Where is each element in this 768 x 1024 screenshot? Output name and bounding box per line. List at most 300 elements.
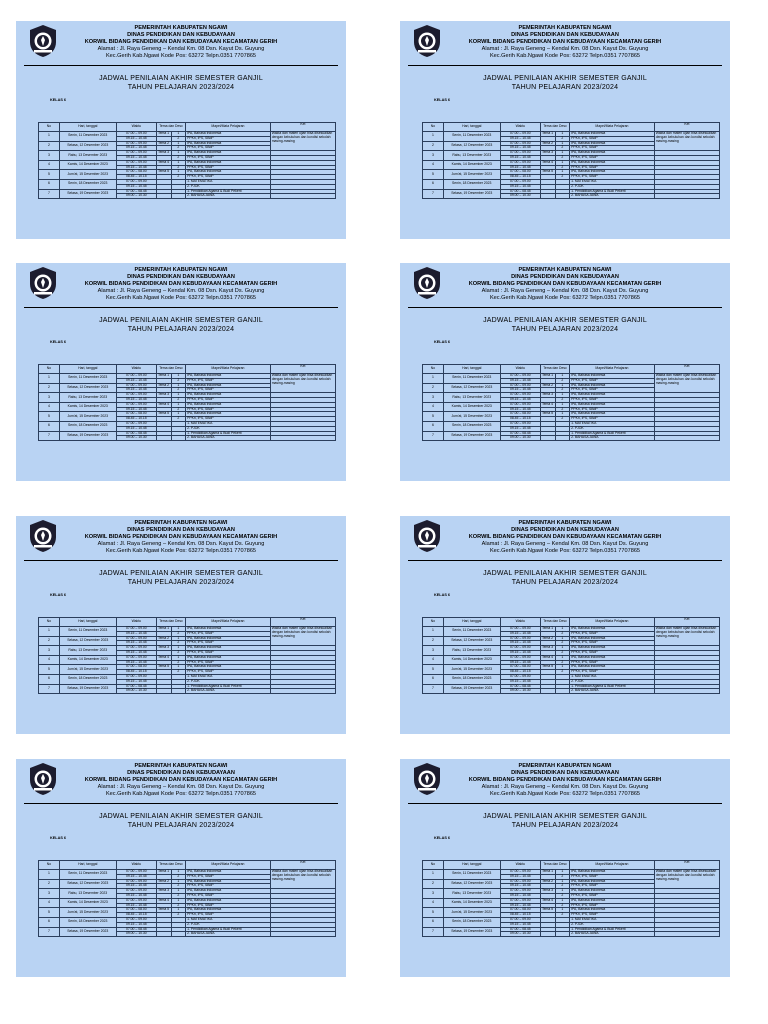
cell-waktu: 09.15 – 10.45 bbox=[116, 388, 156, 393]
cell-tema: Tema 4 bbox=[541, 159, 554, 164]
class-label: KELAS 6 bbox=[50, 340, 67, 344]
col-ket: Ket bbox=[654, 365, 719, 374]
class-label: KELAS 6 bbox=[50, 836, 67, 840]
cell-mapel: PPKn, IPS, SBdP bbox=[186, 903, 271, 908]
cell-hari: Senin, 11 Desember 2023 bbox=[59, 870, 116, 880]
cell-waktu: 09.15 – 10.45 bbox=[116, 650, 156, 655]
cell-tema: Tema 3 bbox=[541, 150, 554, 155]
letterhead bbox=[408, 759, 722, 804]
cell-hari: Senin, 18 Desember 2023 bbox=[443, 179, 500, 189]
cell-subtema: 1 bbox=[171, 665, 186, 670]
cell-no: 5 bbox=[423, 908, 444, 918]
col-hari: Hari, tanggal bbox=[59, 618, 116, 627]
col-hari: Hari, tanggal bbox=[443, 618, 500, 627]
cell-no: 2 bbox=[39, 636, 60, 646]
cell-tema: Tema 1 bbox=[541, 373, 554, 377]
schedule-title bbox=[16, 317, 346, 334]
col-no: No bbox=[423, 365, 444, 374]
cell-mapel: PPKn, IPS, SBdP bbox=[186, 146, 271, 151]
cell-waktu: 07.00 – 08.45 bbox=[116, 684, 156, 689]
cell-subtema: 2 bbox=[555, 388, 570, 393]
cell-ket-empty bbox=[654, 436, 719, 441]
col-tema: Tema dan Desc bbox=[156, 618, 185, 627]
cell-subtema: 2 bbox=[171, 650, 186, 655]
col-hari: Hari, tanggal bbox=[443, 861, 500, 870]
cell-mapel: IPA, Bahasa Indonesia bbox=[186, 151, 271, 156]
cell-waktu: 07.00 – 08.45 bbox=[116, 431, 156, 436]
cell-mapel: IPA, Bahasa Indonesia bbox=[186, 870, 271, 875]
cell-waktu: 07.00 – 08.00 bbox=[500, 170, 540, 175]
col-tema: Tema dan Desc bbox=[156, 123, 185, 132]
title-line-2: TAHUN PELAJARAN 2023/2024 bbox=[511, 821, 619, 829]
cell-no: 5 bbox=[39, 665, 60, 675]
cell-mapel: PPKn, IPS, SBdP bbox=[570, 388, 655, 393]
cell-subtema: 2 bbox=[555, 407, 570, 412]
cell-hari: Jum'at, 15 Desember 2023 bbox=[59, 412, 116, 422]
regency-emblem-icon bbox=[28, 266, 58, 300]
col-hari: Hari, tanggal bbox=[59, 123, 116, 132]
letterhead bbox=[24, 21, 338, 66]
cell-waktu: 07.00 – 09.00 bbox=[116, 879, 156, 884]
cell-hari: Kamis, 14 Desember 2023 bbox=[443, 160, 500, 170]
cell-waktu: 07.00 – 09.00 bbox=[116, 421, 156, 426]
cell-mapel: 1. Pendidikan Agama & Budi Pekerti bbox=[186, 927, 271, 932]
schedule-title bbox=[400, 813, 730, 830]
cell-mapel: IPA, Bahasa Indonesia bbox=[570, 393, 655, 398]
cell-mapel: IPA, Bahasa Indonesia bbox=[570, 908, 655, 913]
cell-waktu: 07.00 – 09.00 bbox=[116, 636, 156, 641]
cell-hari: Selasa, 12 Desember 2023 bbox=[59, 879, 116, 889]
cell-mapel: IPA, Bahasa Indonesia bbox=[186, 665, 271, 670]
cell-tema: Tema 4 bbox=[541, 401, 554, 406]
header-line-4: Alamat : Jl. Raya Geneng – Kendal Km. 08 Dsn. Kayut Ds. Guyung bbox=[97, 784, 265, 790]
cell-subtema: 2 bbox=[171, 136, 186, 141]
cell-hari: Jum'at, 15 Desember 2023 bbox=[443, 170, 500, 180]
schedule-table bbox=[38, 617, 336, 694]
cell-hari: Selasa, 19 Desember 2023 bbox=[59, 431, 116, 441]
cell-mapel: IPA, Bahasa Indonesia bbox=[570, 870, 655, 875]
cell-no: 4 bbox=[423, 898, 444, 908]
cell-tema: Tema 4 bbox=[157, 159, 170, 164]
cell-hari: Selasa, 12 Desember 2023 bbox=[443, 383, 500, 393]
col-mapel: Mapel/Mata Pelajaran bbox=[570, 861, 655, 870]
cell-no: 6 bbox=[39, 674, 60, 684]
cell-subtema bbox=[555, 932, 570, 937]
cell-no: 5 bbox=[423, 412, 444, 422]
cell-mapel: PPKn, IPS, SBdP bbox=[186, 631, 271, 636]
cell-waktu: 07.00 – 09.00 bbox=[116, 870, 156, 875]
letterhead bbox=[24, 759, 338, 804]
regency-emblem-icon bbox=[412, 24, 442, 58]
col-ket: Ket bbox=[270, 861, 335, 870]
cell-mapel: IPA, Bahasa Indonesia bbox=[186, 402, 271, 407]
col-no: No bbox=[39, 123, 60, 132]
cell-subtema: 2 bbox=[171, 670, 186, 675]
cell-subtema: 1 bbox=[171, 870, 186, 875]
cell-waktu: 08.45 – 10.15 bbox=[500, 913, 540, 918]
title-line-1: JADWAL PENILAIAN AKHIR SEMESTER GANJIL bbox=[483, 317, 647, 324]
cell-mapel: 2. BAHASA JAWA bbox=[570, 436, 655, 441]
cell-hari: Kamis, 14 Desember 2023 bbox=[443, 655, 500, 665]
cell-waktu: 07.00 – 09.00 bbox=[116, 374, 156, 379]
cell-waktu: 07.00 – 08.00 bbox=[500, 412, 540, 417]
cell-mapel: 1. MATEMATIKA bbox=[570, 179, 655, 184]
cell-mapel: 2. BAHASA JAWA bbox=[570, 194, 655, 199]
schedule-card bbox=[16, 263, 346, 481]
cell-hari: Rabu, 13 Desember 2023 bbox=[59, 646, 116, 656]
col-waktu: Waktu bbox=[116, 618, 156, 627]
cell-waktu: 07.00 – 09.00 bbox=[116, 151, 156, 156]
cell-subtema bbox=[171, 689, 186, 694]
col-mapel: Mapel/Mata Pelajaran bbox=[570, 618, 655, 627]
cell-subtema: 1 bbox=[555, 627, 570, 632]
cell-waktu: 07.00 – 09.00 bbox=[116, 898, 156, 903]
cell-mapel: PPKn, IPS, SBdP bbox=[570, 175, 655, 180]
cell-subtema: 1 bbox=[555, 636, 570, 641]
schedule-card bbox=[400, 759, 730, 977]
cell-hari: Jum'at, 15 Desember 2023 bbox=[443, 908, 500, 918]
cell-subtema: 1 bbox=[555, 889, 570, 894]
cell-hari: Senin, 11 Desember 2023 bbox=[443, 132, 500, 142]
cell-no: 4 bbox=[423, 160, 444, 170]
cell-mapel: IPA, Bahasa Indonesia bbox=[186, 141, 271, 146]
cell-waktu: 09.15 – 10.45 bbox=[116, 884, 156, 889]
cell-tema bbox=[540, 689, 555, 694]
cell-waktu: 09.15 – 10.45 bbox=[116, 893, 156, 898]
header-line-4: Alamat : Jl. Raya Geneng – Kendal Km. 08 Dsn. Kayut Ds. Guyung bbox=[97, 541, 265, 547]
cell-mapel: PPKn, IPS, SBdP bbox=[186, 893, 271, 898]
header-line-5: Kec.Gerih Kab.Ngawi Kode Pos: 63272 Telpn.0351 7707865 bbox=[489, 548, 641, 554]
schedule-table bbox=[422, 617, 720, 694]
cell-tema: Tema 5 bbox=[157, 664, 170, 669]
cell-no: 3 bbox=[423, 889, 444, 899]
cell-ket: Wakta dan materi ujian bisa disesuaikan dengan kebutuhan dan kondisi sekolah masing-masing bbox=[654, 627, 719, 646]
cell-tema: Tema 3 bbox=[541, 888, 554, 893]
cell-waktu: 07.00 – 08.45 bbox=[500, 927, 540, 932]
cell-tema: Tema 5 bbox=[541, 169, 554, 174]
cell-no: 2 bbox=[423, 383, 444, 393]
cell-tema: Tema 3 bbox=[541, 645, 554, 650]
cell-no: 4 bbox=[423, 655, 444, 665]
cell-mapel: PPKn, IPS, SBdP bbox=[570, 378, 655, 383]
col-mapel: Mapel/Mata Pelajaran bbox=[186, 861, 271, 870]
regency-emblem-icon bbox=[28, 519, 58, 553]
cell-hari: Rabu, 13 Desember 2023 bbox=[443, 151, 500, 161]
cell-mapel: IPA, Bahasa Indonesia bbox=[570, 151, 655, 156]
cell-waktu: 07.00 – 08.45 bbox=[500, 684, 540, 689]
header-line-2: DINAS PENDIDIKAN DAN KEBUDAYAAN bbox=[127, 274, 235, 280]
cell-no: 1 bbox=[39, 627, 60, 637]
cell-waktu: 09.00 – 10.30 bbox=[500, 689, 540, 694]
cell-subtema: 2 bbox=[171, 388, 186, 393]
cell-hari: Rabu, 13 Desember 2023 bbox=[443, 393, 500, 403]
cell-mapel: PPKn, IPS, SBdP bbox=[570, 660, 655, 665]
cell-no: 7 bbox=[39, 431, 60, 441]
letterhead bbox=[408, 516, 722, 561]
cell-mapel: PPKn, IPS, SBdP bbox=[570, 903, 655, 908]
col-tema: Tema dan Desc bbox=[156, 861, 185, 870]
cell-ket: Wakta dan materi ujian bisa disesuaikan dengan kebutuhan dan kondisi sekolah masing-masing bbox=[270, 374, 335, 393]
cell-subtema: 2 bbox=[171, 660, 186, 665]
cell-mapel: IPA, Bahasa Indonesia bbox=[186, 393, 271, 398]
cell-mapel: 2. PJOK bbox=[570, 184, 655, 189]
cell-hari: Senin, 18 Desember 2023 bbox=[443, 917, 500, 927]
cell-subtema: 1 bbox=[171, 393, 186, 398]
class-label: KELAS 6 bbox=[50, 98, 67, 102]
cell-subtema: 1 bbox=[171, 160, 186, 165]
cell-tema: Tema 5 bbox=[541, 664, 554, 669]
cell-tema: Tema 5 bbox=[157, 411, 170, 416]
cell-mapel: PPKn, IPS, SBdP bbox=[570, 913, 655, 918]
cell-mapel: 1. Pendidikan Agama & Budi Pekerti bbox=[186, 684, 271, 689]
cell-subtema: 2 bbox=[171, 165, 186, 170]
cell-no: 6 bbox=[39, 179, 60, 189]
col-hari: Hari, tanggal bbox=[443, 365, 500, 374]
cell-waktu: 07.00 – 09.00 bbox=[500, 374, 540, 379]
cell-waktu: 07.00 – 09.00 bbox=[500, 879, 540, 884]
schedule-card bbox=[16, 759, 346, 977]
cell-subtema: 1 bbox=[555, 151, 570, 156]
cell-no: 3 bbox=[423, 646, 444, 656]
col-waktu: Waktu bbox=[116, 123, 156, 132]
cell-subtema: 2 bbox=[171, 397, 186, 402]
cell-tema bbox=[156, 932, 171, 937]
cell-mapel: PPKn, IPS, SBdP bbox=[570, 884, 655, 889]
header-line-5: Kec.Gerih Kab.Ngawi Kode Pos: 63272 Telpn.0351 7707865 bbox=[489, 53, 641, 59]
cell-subtema bbox=[555, 194, 570, 199]
header-line-4: Alamat : Jl. Raya Geneng – Kendal Km. 08 Dsn. Kayut Ds. Guyung bbox=[481, 784, 649, 790]
header-line-4: Alamat : Jl. Raya Geneng – Kendal Km. 08 Dsn. Kayut Ds. Guyung bbox=[481, 288, 649, 294]
cell-waktu: 09.15 – 10.45 bbox=[500, 922, 540, 927]
cell-waktu: 07.00 – 08.00 bbox=[500, 908, 540, 913]
cell-mapel: IPA, Bahasa Indonesia bbox=[570, 383, 655, 388]
cell-ket: Wakta dan materi ujian bisa disesuaikan dengan kebutuhan dan kondisi sekolah masing-masing bbox=[270, 627, 335, 646]
title-line-2: TAHUN PELAJARAN 2023/2024 bbox=[511, 83, 619, 91]
cell-subtema: 1 bbox=[171, 898, 186, 903]
cell-hari: Senin, 11 Desember 2023 bbox=[443, 374, 500, 384]
cell-mapel: PPKn, IPS, SBdP bbox=[570, 136, 655, 141]
cell-mapel: IPA, Bahasa Indonesia bbox=[570, 898, 655, 903]
cell-waktu: 09.15 – 10.45 bbox=[500, 184, 540, 189]
header-line-4: Alamat : Jl. Raya Geneng – Kendal Km. 08 Dsn. Kayut Ds. Guyung bbox=[481, 46, 649, 52]
cell-tema: Tema 2 bbox=[157, 878, 170, 883]
cell-subtema: 1 bbox=[171, 655, 186, 660]
cell-mapel: PPKn, IPS, SBdP bbox=[186, 660, 271, 665]
header-line-4: Alamat : Jl. Raya Geneng – Kendal Km. 08 Dsn. Kayut Ds. Guyung bbox=[97, 46, 265, 52]
schedule-title bbox=[16, 75, 346, 92]
cell-no: 5 bbox=[423, 665, 444, 675]
regency-emblem-icon bbox=[412, 519, 442, 553]
cell-no: 5 bbox=[39, 412, 60, 422]
cell-hari: Jum'at, 15 Desember 2023 bbox=[59, 170, 116, 180]
col-mapel: Mapel/Mata Pelajaran bbox=[570, 123, 655, 132]
cell-tema bbox=[156, 436, 171, 441]
schedule-card bbox=[16, 21, 346, 239]
cell-ket-empty bbox=[270, 689, 335, 694]
cell-waktu: 08.45 – 10.15 bbox=[500, 417, 540, 422]
col-tema: Tema dan Desc bbox=[156, 365, 185, 374]
cell-subtema: 1 bbox=[171, 151, 186, 156]
cell-tema: Tema 4 bbox=[157, 897, 170, 902]
header-line-2: DINAS PENDIDIKAN DAN KEBUDAYAAN bbox=[127, 527, 235, 533]
cell-subtema: 2 bbox=[555, 650, 570, 655]
cell-waktu: 07.00 – 09.00 bbox=[500, 646, 540, 651]
cell-hari: Rabu, 13 Desember 2023 bbox=[443, 646, 500, 656]
cell-waktu: 07.00 – 09.00 bbox=[500, 160, 540, 165]
cell-mapel: 2. PJOK bbox=[570, 679, 655, 684]
title-line-1: JADWAL PENILAIAN AKHIR SEMESTER GANJIL bbox=[99, 570, 263, 577]
cell-waktu: 09.15 – 10.45 bbox=[116, 136, 156, 141]
cell-mapel: PPKn, IPS, SBdP bbox=[570, 874, 655, 879]
cell-no: 7 bbox=[39, 927, 60, 937]
cell-ket: Wakta dan materi ujian bisa disesuaikan dengan kebutuhan dan kondisi sekolah masing-masing bbox=[654, 870, 719, 889]
cell-tema: Tema 4 bbox=[541, 654, 554, 659]
header-line-1: PEMERINTAH KABUPATEN NGAWI bbox=[134, 267, 228, 273]
cell-mapel: IPA, Bahasa Indonesia bbox=[570, 879, 655, 884]
cell-no: 1 bbox=[39, 132, 60, 142]
cell-hari: Selasa, 12 Desember 2023 bbox=[59, 636, 116, 646]
col-tema: Tema dan Desc bbox=[540, 861, 569, 870]
cell-mapel: 2. PJOK bbox=[186, 922, 271, 927]
cell-tema: Tema 1 bbox=[541, 626, 554, 630]
cell-waktu: 09.15 – 10.45 bbox=[500, 388, 540, 393]
header-line-2: DINAS PENDIDIKAN DAN KEBUDAYAAN bbox=[127, 32, 235, 38]
cell-no: 5 bbox=[423, 170, 444, 180]
cell-mapel: PPKn, IPS, SBdP bbox=[570, 641, 655, 646]
cell-waktu: 07.00 – 08.00 bbox=[116, 908, 156, 913]
cell-subtema: 1 bbox=[555, 160, 570, 165]
cell-mapel: 1. Pendidikan Agama & Budi Pekerti bbox=[186, 189, 271, 194]
cell-hari: Kamis, 14 Desember 2023 bbox=[59, 402, 116, 412]
schedule-card bbox=[400, 21, 730, 239]
cell-hari: Senin, 18 Desember 2023 bbox=[59, 179, 116, 189]
regency-emblem-icon bbox=[28, 762, 58, 796]
cell-waktu: 09.15 – 10.45 bbox=[500, 893, 540, 898]
cell-no: 4 bbox=[39, 655, 60, 665]
cell-waktu: 09.15 – 10.45 bbox=[500, 660, 540, 665]
cell-subtema: 1 bbox=[555, 141, 570, 146]
cell-mapel: IPA, Bahasa Indonesia bbox=[570, 160, 655, 165]
col-no: No bbox=[39, 365, 60, 374]
cell-tema: Tema 2 bbox=[541, 140, 554, 145]
col-no: No bbox=[423, 861, 444, 870]
cell-mapel: PPKn, IPS, SBdP bbox=[570, 146, 655, 151]
cell-tema: Tema 5 bbox=[541, 907, 554, 912]
cell-mapel: IPA, Bahasa Indonesia bbox=[570, 141, 655, 146]
cell-mapel: 2. BAHASA JAWA bbox=[186, 932, 271, 937]
cell-subtema bbox=[555, 689, 570, 694]
cell-waktu: 07.00 – 09.00 bbox=[116, 627, 156, 632]
cell-waktu: 07.00 – 08.00 bbox=[116, 412, 156, 417]
cell-waktu: 07.00 – 09.00 bbox=[500, 870, 540, 875]
title-line-2: TAHUN PELAJARAN 2023/2024 bbox=[127, 325, 235, 333]
cell-subtema bbox=[555, 436, 570, 441]
cell-subtema: 1 bbox=[555, 879, 570, 884]
cell-subtema: 1 bbox=[555, 646, 570, 651]
cell-waktu: 09.15 – 10.45 bbox=[500, 631, 540, 636]
col-tema: Tema dan Desc bbox=[540, 618, 569, 627]
cell-mapel: 2. BAHASA JAWA bbox=[570, 932, 655, 937]
cell-subtema: 1 bbox=[555, 870, 570, 875]
cell-mapel: PPKn, IPS, SBdP bbox=[186, 397, 271, 402]
cell-hari: Senin, 18 Desember 2023 bbox=[59, 421, 116, 431]
cell-ket-empty bbox=[654, 194, 719, 199]
cell-hari: Senin, 11 Desember 2023 bbox=[443, 627, 500, 637]
cell-no: 7 bbox=[423, 927, 444, 937]
cell-tema: Tema 3 bbox=[157, 392, 170, 397]
header-line-5: Kec.Gerih Kab.Ngawi Kode Pos: 63272 Telpn.0351 7707865 bbox=[489, 791, 641, 797]
cell-waktu: 07.00 – 09.00 bbox=[500, 898, 540, 903]
cell-no: 7 bbox=[39, 189, 60, 199]
cell-waktu: 08.45 – 10.15 bbox=[116, 670, 156, 675]
cell-waktu: 09.15 – 10.45 bbox=[116, 874, 156, 879]
cell-no: 4 bbox=[39, 160, 60, 170]
cell-waktu: 07.00 – 08.00 bbox=[500, 665, 540, 670]
cell-subtema: 1 bbox=[555, 898, 570, 903]
cell-mapel: PPKn, IPS, SBdP bbox=[186, 874, 271, 879]
cell-subtema: 1 bbox=[555, 383, 570, 388]
cell-tema: Tema 2 bbox=[541, 635, 554, 640]
cell-waktu: 09.00 – 10.30 bbox=[116, 436, 156, 441]
cell-waktu: 09.15 – 10.45 bbox=[500, 146, 540, 151]
cell-waktu: 07.00 – 09.00 bbox=[500, 141, 540, 146]
cell-tema: Tema 2 bbox=[541, 382, 554, 387]
cell-no: 3 bbox=[423, 393, 444, 403]
cell-subtema: 1 bbox=[171, 636, 186, 641]
cell-mapel: 1. Pendidikan Agama & Budi Pekerti bbox=[186, 431, 271, 436]
cell-mapel: 1. MATEMATIKA bbox=[186, 674, 271, 679]
cell-ket-empty bbox=[654, 932, 719, 937]
cell-mapel: IPA, Bahasa Indonesia bbox=[186, 655, 271, 660]
cell-mapel: 1. MATEMATIKA bbox=[570, 674, 655, 679]
cell-hari: Selasa, 12 Desember 2023 bbox=[443, 141, 500, 151]
cell-no: 1 bbox=[423, 374, 444, 384]
cell-tema: Tema 2 bbox=[541, 878, 554, 883]
cell-mapel: PPKn, IPS, SBdP bbox=[186, 670, 271, 675]
cell-no: 6 bbox=[423, 917, 444, 927]
cell-no: 1 bbox=[39, 870, 60, 880]
cell-subtema: 1 bbox=[171, 627, 186, 632]
header-line-3: KORWIL BIDANG PENDIDIKAN DAN KEBUDAYAAN KECAMATAN GERIH bbox=[468, 534, 662, 540]
col-tema: Tema dan Desc bbox=[540, 365, 569, 374]
cell-tema: Tema 3 bbox=[157, 150, 170, 155]
cell-mapel: IPA, Bahasa Indonesia bbox=[186, 374, 271, 379]
cell-subtema: 2 bbox=[555, 913, 570, 918]
cell-subtema: 2 bbox=[171, 155, 186, 160]
cell-hari: Selasa, 12 Desember 2023 bbox=[443, 879, 500, 889]
cell-hari: Selasa, 19 Desember 2023 bbox=[443, 431, 500, 441]
cell-mapel: PPKn, IPS, SBdP bbox=[570, 407, 655, 412]
cell-mapel: PPKn, IPS, SBdP bbox=[570, 397, 655, 402]
cell-tema bbox=[540, 194, 555, 199]
cell-no: 6 bbox=[39, 917, 60, 927]
header-line-3: KORWIL BIDANG PENDIDIKAN DAN KEBUDAYAAN KECAMATAN GERIH bbox=[84, 534, 278, 540]
cell-hari: Jum'at, 15 Desember 2023 bbox=[443, 665, 500, 675]
header-line-3: KORWIL BIDANG PENDIDIKAN DAN KEBUDAYAAN KECAMATAN GERIH bbox=[468, 777, 662, 783]
cell-tema: Tema 5 bbox=[541, 411, 554, 416]
cell-subtema: 1 bbox=[171, 879, 186, 884]
cell-mapel: IPA, Bahasa Indonesia bbox=[570, 412, 655, 417]
cell-subtema: 2 bbox=[555, 397, 570, 402]
header-line-3: KORWIL BIDANG PENDIDIKAN DAN KEBUDAYAAN KECAMATAN GERIH bbox=[84, 281, 278, 287]
header-line-3: KORWIL BIDANG PENDIDIKAN DAN KEBUDAYAAN KECAMATAN GERIH bbox=[468, 281, 662, 287]
cell-no: 2 bbox=[39, 383, 60, 393]
col-mapel: Mapel/Mata Pelajaran bbox=[186, 618, 271, 627]
title-line-1: JADWAL PENILAIAN AKHIR SEMESTER GANJIL bbox=[99, 813, 263, 820]
cell-mapel: PPKn, IPS, SBdP bbox=[186, 175, 271, 180]
cell-waktu: 07.00 – 09.00 bbox=[500, 917, 540, 922]
col-waktu: Waktu bbox=[500, 123, 540, 132]
